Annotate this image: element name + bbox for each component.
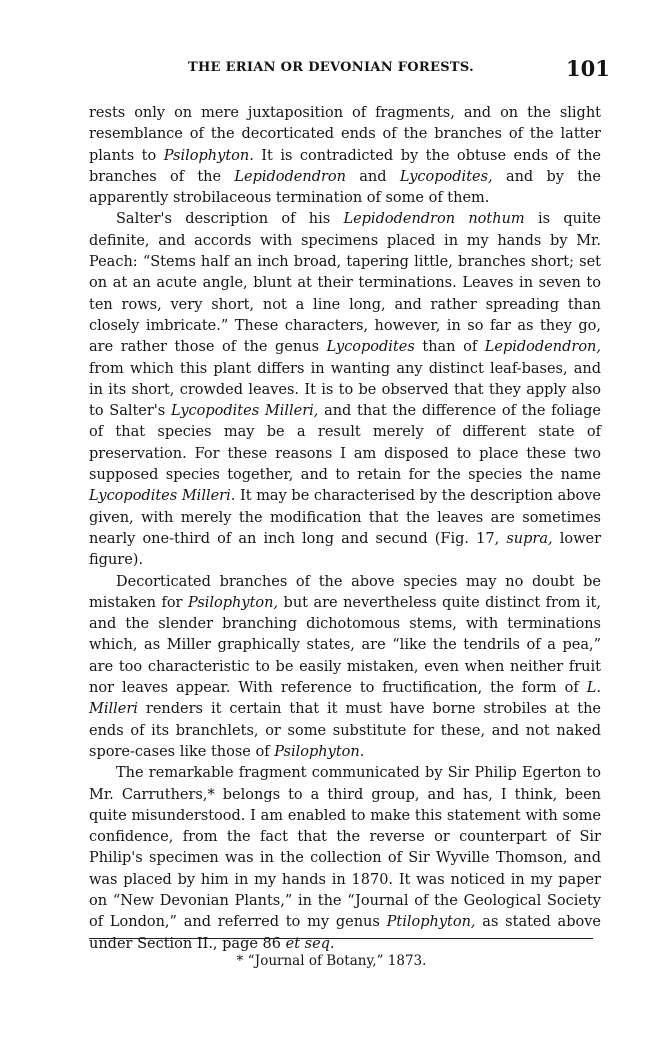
paragraph-1 [89, 103, 601, 209]
text-run: Salter's description of his [116, 211, 344, 228]
text-run: as stated above under Section II., page 86 [89, 914, 601, 952]
text-run: lower figure). [89, 530, 601, 569]
paragraph-2 [89, 209, 601, 571]
text-run: It is contradicted by the obtuse ends of the branches of the [89, 147, 601, 185]
paragraph-4 [89, 763, 601, 955]
text-run: is quite definite, and accords with specimens placed in my hands by Mr. Peach: “Stems half an inch broad, tapering little, branches short; set on at an acute angle, blunt at their terminations. Leaves in seven to ten rows, very short, not a line long, and rather spreading than closely imbricate.” These characters, however, in so far as they go, are rather those of the genus [89, 211, 601, 356]
text-run: The remarkable fragment communicated by Sir Philip Egerton to Mr. Carruthers,* belongs to a third group, and has, I think, been quite misunderstood. I am enabled to make this statement with some confidence, from the fact that the reverse or counterpart of Sir Philip's specimen was in the collection of Sir Wyville Thomson, and was placed by him in my hands in 1870. It was noticed in my paper on “New Devonian Plants,” in the “Journal of the Geological Society of London,” and referred to my genus [89, 765, 601, 931]
italic-text-run: supra, [506, 530, 553, 547]
italic-text-run: Lepidodendron [234, 168, 346, 185]
italic-text-run: Lycopodites Milleri, [170, 403, 319, 420]
paragraph-3 [89, 572, 601, 764]
page-number: 101 [566, 56, 610, 81]
italic-text-run: Lepidodendron nothum [343, 211, 525, 228]
italic-text-run: Psilophyton, [187, 594, 279, 611]
italic-text-run: Lycopodites Milleri. [89, 488, 236, 505]
text-run: from which this plant differs in wanting any distinct leaf-bases, and in its short, crowded leaves. It is to be observed that they apply also to Salter's [89, 360, 601, 420]
italic-text-run: et seq. [285, 935, 335, 952]
italic-text-run: Lepidodendron, [484, 339, 601, 356]
text-run: than of [414, 339, 485, 356]
italic-text-run: Lycopodites, [399, 168, 493, 185]
footnote-divider [89, 938, 593, 939]
text-run: and that the difference of the foliage of that species may be a result merely of different state of preservation. For these reasons I am disposed to place these two supposed species together, and to retain for the species the name [89, 403, 601, 484]
italic-text-run: L. Milleri [89, 680, 601, 718]
italic-text-run: Ptilophyton, [386, 914, 476, 931]
text-run: and by the apparently strobilaceous termination of some of them. [89, 168, 601, 207]
text-run: and [346, 168, 400, 185]
italic-text-run: Psilophyton. [274, 743, 365, 760]
text-run: renders it certain that it must have borne strobiles at the ends of its branchlets, or some substitute for these, and not naked spore-cases like those of [89, 701, 601, 760]
footnote: * “Journal of Botany,” 1873. [236, 953, 427, 969]
italic-text-run: Psilophyton. [163, 147, 254, 164]
running-head-title: THE ERIAN OR DEVONIAN FORESTS. [188, 60, 474, 75]
body-text [89, 103, 601, 955]
italic-text-run: Lycopodites [326, 339, 415, 356]
text-run: It may be characterised by the description above given, with merely the modification that the leaves are sometimes nearly one-third of an inch long and secund (Fig. 17, [89, 488, 601, 547]
text-run: rests only on mere juxtaposition of fragments, and on the slight resemblance of the decorticated ends of the branches of the latter plants to [89, 105, 601, 164]
text-run: but are nevertheless quite distinct from it, and the slender branching dichotomous stems, with terminations which, as Miller graphically states, are “like the tendrils of a pea,” are too characteristic to be easily mistaken, even when neither fruit nor leaves appear. With reference to fructification, the form of [89, 594, 601, 697]
text-run: Decorticated branches of the above species may no doubt be mistaken for [89, 573, 601, 611]
